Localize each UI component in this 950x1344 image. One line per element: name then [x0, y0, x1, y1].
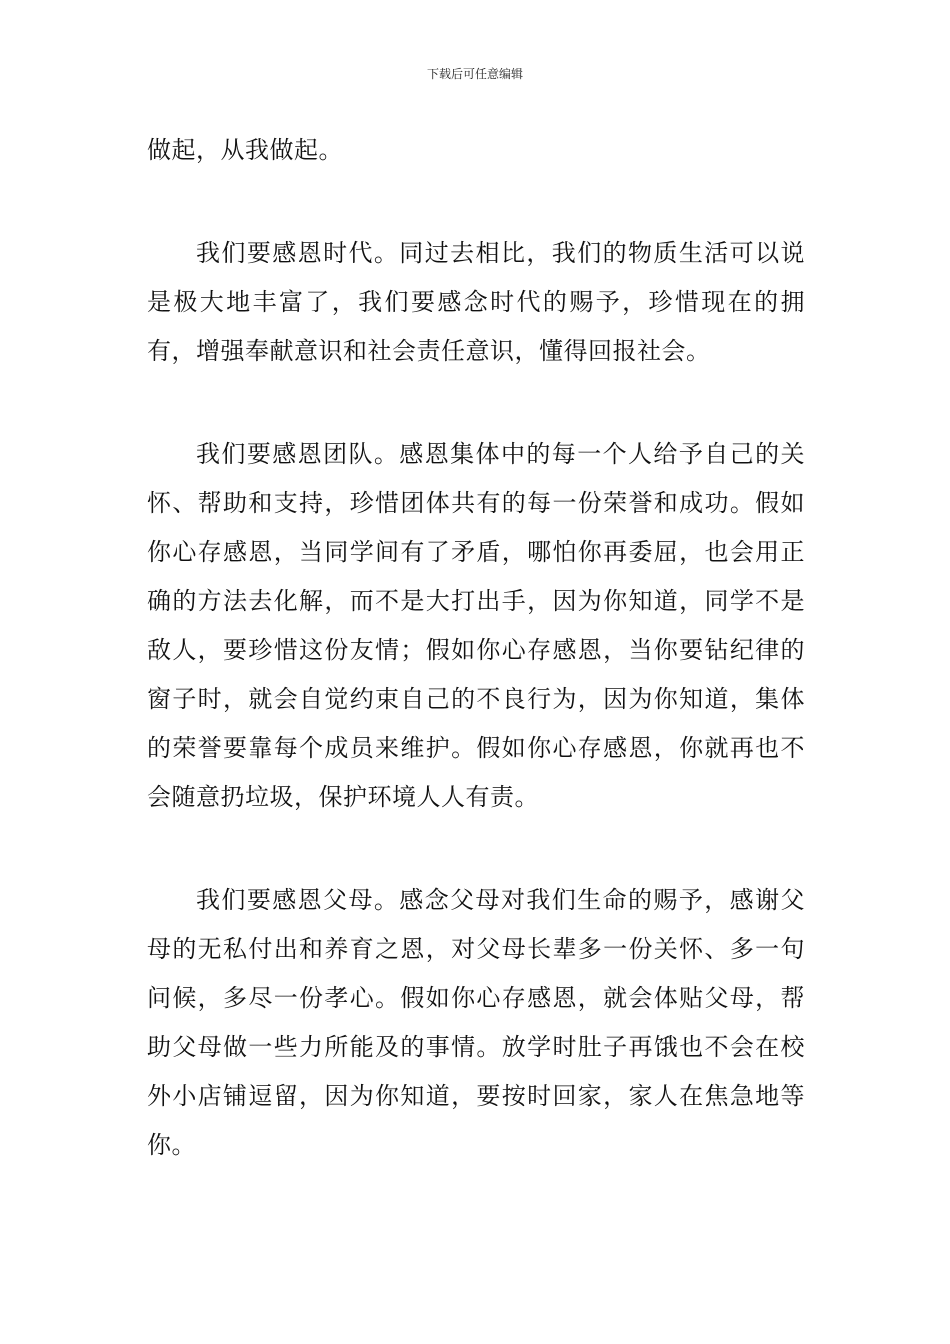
paragraph-gratitude-parents: 我们要感恩父母。感念父母对我们生命的赐予，感谢父母的无私付出和养育之恩，对父母长辈多一份关怀、多一句问候，多尽一份孝心。假如你心存感恩，就会体贴父母，帮助父母做一些力所能及的事情。放学时肚子再饿也不会在校外小店铺逗留，因为你知道，要按时回家，家人在焦急地等你。: [147, 886, 805, 1159]
paragraph-continuation: 做起，从我做起。: [147, 136, 343, 164]
page-header: 下载后可任意编辑: [426, 67, 523, 81]
paragraph-spacer: [147, 175, 805, 229]
paragraph-spacer: [147, 822, 805, 876]
paragraph-gratitude-era: 我们要感恩时代。同过去相比，我们的物质生活可以说是极大地丰富了，我们要感念时代的赐予，珍惜现在的拥有，增强奉献意识和社会责任意识，懂得回报社会。: [147, 239, 805, 365]
document-body: [147, 126, 805, 1170]
paragraph-spacer: [147, 376, 805, 430]
paragraph-gratitude-team: 我们要感恩团队。感恩集体中的每一个人给予自己的关怀、帮助和支持，珍惜团体共有的每一份荣誉和成功。假如你心存感恩，当同学间有了矛盾，哪怕你再委屈，也会用正确的方法去化解，而不是大打出手，因为你知道，同学不是敌人，要珍惜这份友情；假如你心存感恩，当你要钻纪律的窗子时，就会自觉约束自己的不良行为，因为你知道，集体的荣誉要靠每个成员来维护。假如你心存感恩，你就再也不会随意扔垃圾，保护环境人人有责。: [147, 440, 805, 811]
